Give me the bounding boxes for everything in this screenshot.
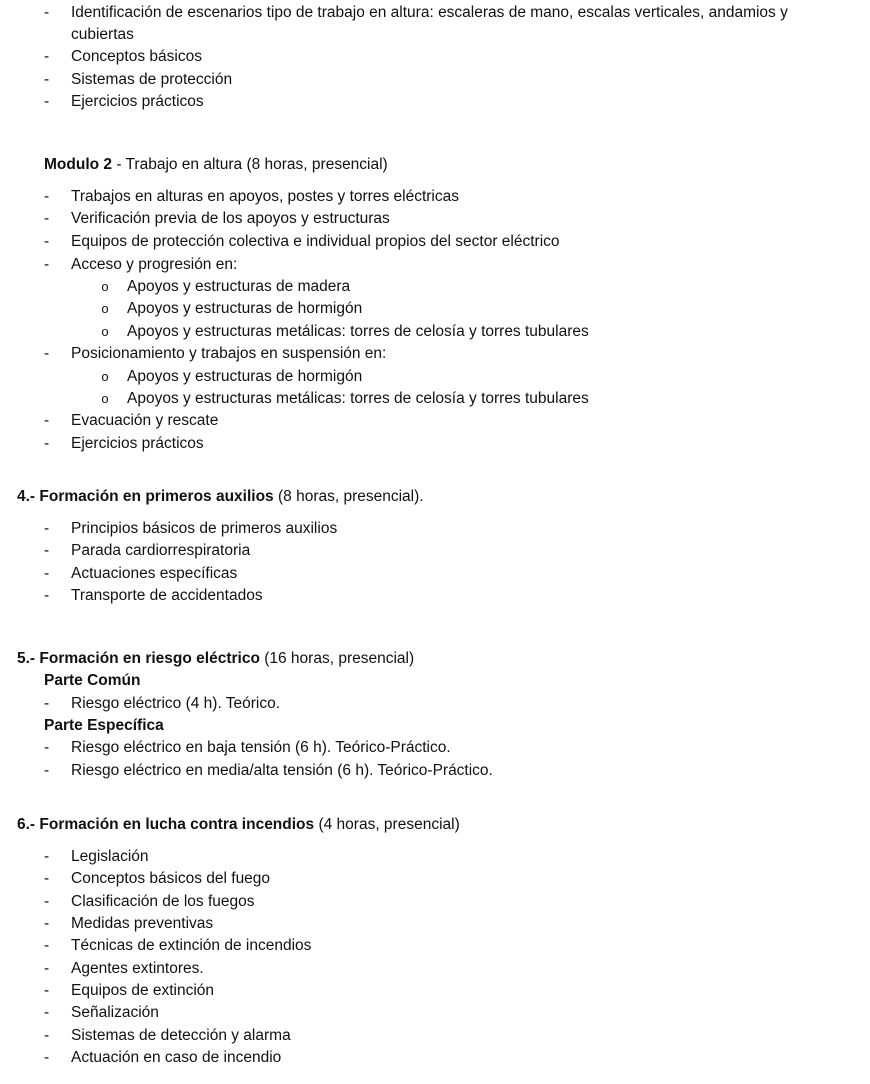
section-heading-rest: (16 horas, presencial)	[259, 650, 415, 667]
dash-bullet: -	[44, 1004, 50, 1021]
list-item-text: Técnicas de extinción de incendios	[71, 937, 312, 954]
circle-bullet-icon: o	[101, 279, 109, 294]
section-heading	[17, 487, 424, 507]
section-heading-rest: (8 horas, presencial).	[273, 488, 424, 505]
section-heading	[17, 649, 414, 669]
list-item-text: Riesgo eléctrico en media/alta tensión (6 h). Teórico-Práctico.	[71, 762, 493, 779]
list-item-text: Medidas preventivas	[71, 915, 214, 932]
dash-bullet: -	[44, 762, 50, 779]
list-item-text: Evacuación y rescate	[71, 412, 219, 429]
list-item-text: Sistemas de protección	[71, 71, 233, 88]
subsection-heading	[44, 716, 164, 736]
module-heading-bold: Modulo 2	[44, 156, 113, 173]
sub-list-item-text: Apoyos y estructuras metálicas: torres de celosía y torres tubulares	[127, 323, 589, 340]
dash-bullet: -	[44, 210, 50, 227]
list-item-text: Equipos de protección colectiva e individual propios del sector eléctrico	[71, 233, 560, 250]
list-item-text: Acceso y progresión en:	[71, 256, 238, 273]
list-item-text: Legislación	[71, 848, 149, 865]
module-heading	[44, 155, 388, 175]
circle-bullet-icon: o	[101, 391, 109, 406]
dash-bullet: -	[44, 188, 50, 205]
dash-bullet: -	[44, 542, 50, 559]
sub-list-item-text: Apoyos y estructuras de hormigón	[127, 368, 363, 385]
dash-bullet: -	[44, 412, 50, 429]
sub-list-item-text: Apoyos y estructuras metálicas: torres de celosía y torres tubulares	[127, 390, 589, 407]
section-heading-bold: 5.- Formación en riesgo eléctrico	[17, 650, 260, 667]
circle-bullet-icon: o	[101, 324, 109, 339]
list-item-text: Ejercicios prácticos	[71, 93, 204, 110]
list-item-text: Riesgo eléctrico en baja tensión (6 h). Teórico-Práctico.	[71, 739, 451, 756]
dash-bullet: -	[44, 960, 50, 977]
dash-bullet: -	[44, 739, 50, 756]
list-item-text: Actuaciones específicas	[71, 565, 238, 582]
circle-bullet-icon: o	[101, 369, 109, 384]
dash-bullet: -	[44, 587, 50, 604]
dash-bullet: -	[44, 848, 50, 865]
dash-bullet: -	[44, 893, 50, 910]
list-item-text: Equipos de extinción	[71, 982, 215, 999]
list-item-text: Señalización	[71, 1004, 159, 1021]
dash-bullet: -	[44, 520, 50, 537]
dash-bullet: -	[44, 982, 50, 999]
dash-bullet: -	[44, 345, 50, 362]
dash-bullet: -	[44, 695, 50, 712]
dash-bullet: -	[44, 233, 50, 250]
dash-bullet: -	[44, 565, 50, 582]
dash-bullet: -	[44, 4, 50, 21]
list-item-text: Verificación previa de los apoyos y estructuras	[71, 210, 390, 227]
list-item-text: Conceptos básicos	[71, 48, 202, 65]
dash-bullet: -	[44, 1049, 50, 1066]
section-heading-bold: 4.- Formación en primeros auxilios	[17, 488, 274, 505]
module-heading-rest: - Trabajo en altura (8 horas, presencial)	[112, 156, 388, 173]
list-item-text: Sistemas de detección y alarma	[71, 1027, 291, 1044]
section-heading-bold: 6.- Formación en lucha contra incendios	[17, 816, 315, 833]
list-item-text: Ejercicios prácticos	[71, 435, 204, 452]
list-item-text: Riesgo eléctrico (4 h). Teórico.	[71, 695, 281, 712]
subsection-label: Parte Común	[44, 672, 141, 689]
dash-bullet: -	[44, 71, 50, 88]
list-item-text: Transporte de accidentados	[71, 587, 263, 604]
list-item-text: Actuación en caso de incendio	[71, 1049, 282, 1066]
list-item-text: Agentes extintores.	[71, 960, 204, 977]
sub-list-item-text: Apoyos y estructuras de hormigón	[127, 300, 363, 317]
dash-bullet: -	[44, 870, 50, 887]
list-item-text: Parada cardiorrespiratoria	[71, 542, 251, 559]
list-item-text: Trabajos en alturas en apoyos, postes y torres eléctricas	[71, 188, 459, 205]
dash-bullet: -	[44, 915, 50, 932]
subsection-label: Parte Específica	[44, 717, 164, 734]
list-item-text: Identificación de escenarios tipo de trabajo en altura: escaleras de mano, escalas verticales, andamios y	[71, 4, 788, 21]
dash-bullet: -	[44, 435, 50, 452]
sub-list-item-text: Apoyos y estructuras de madera	[127, 278, 351, 295]
list-item-text: cubiertas	[71, 26, 134, 43]
circle-bullet-icon: o	[101, 301, 109, 316]
dash-bullet: -	[44, 256, 50, 273]
list-item-text: Posicionamiento y trabajos en suspensión en:	[71, 345, 387, 362]
section-heading-rest: (4 horas, presencial)	[314, 816, 460, 833]
dash-bullet: -	[44, 48, 50, 65]
subsection-heading	[44, 671, 140, 691]
section-heading	[17, 815, 460, 835]
list-item-text: Principios básicos de primeros auxilios	[71, 520, 338, 537]
dash-bullet: -	[44, 937, 50, 954]
list-item-text: Conceptos básicos del fuego	[71, 870, 271, 887]
dash-bullet: -	[44, 1027, 50, 1044]
dash-bullet: -	[44, 93, 50, 110]
list-item-text: Clasificación de los fuegos	[71, 893, 255, 910]
